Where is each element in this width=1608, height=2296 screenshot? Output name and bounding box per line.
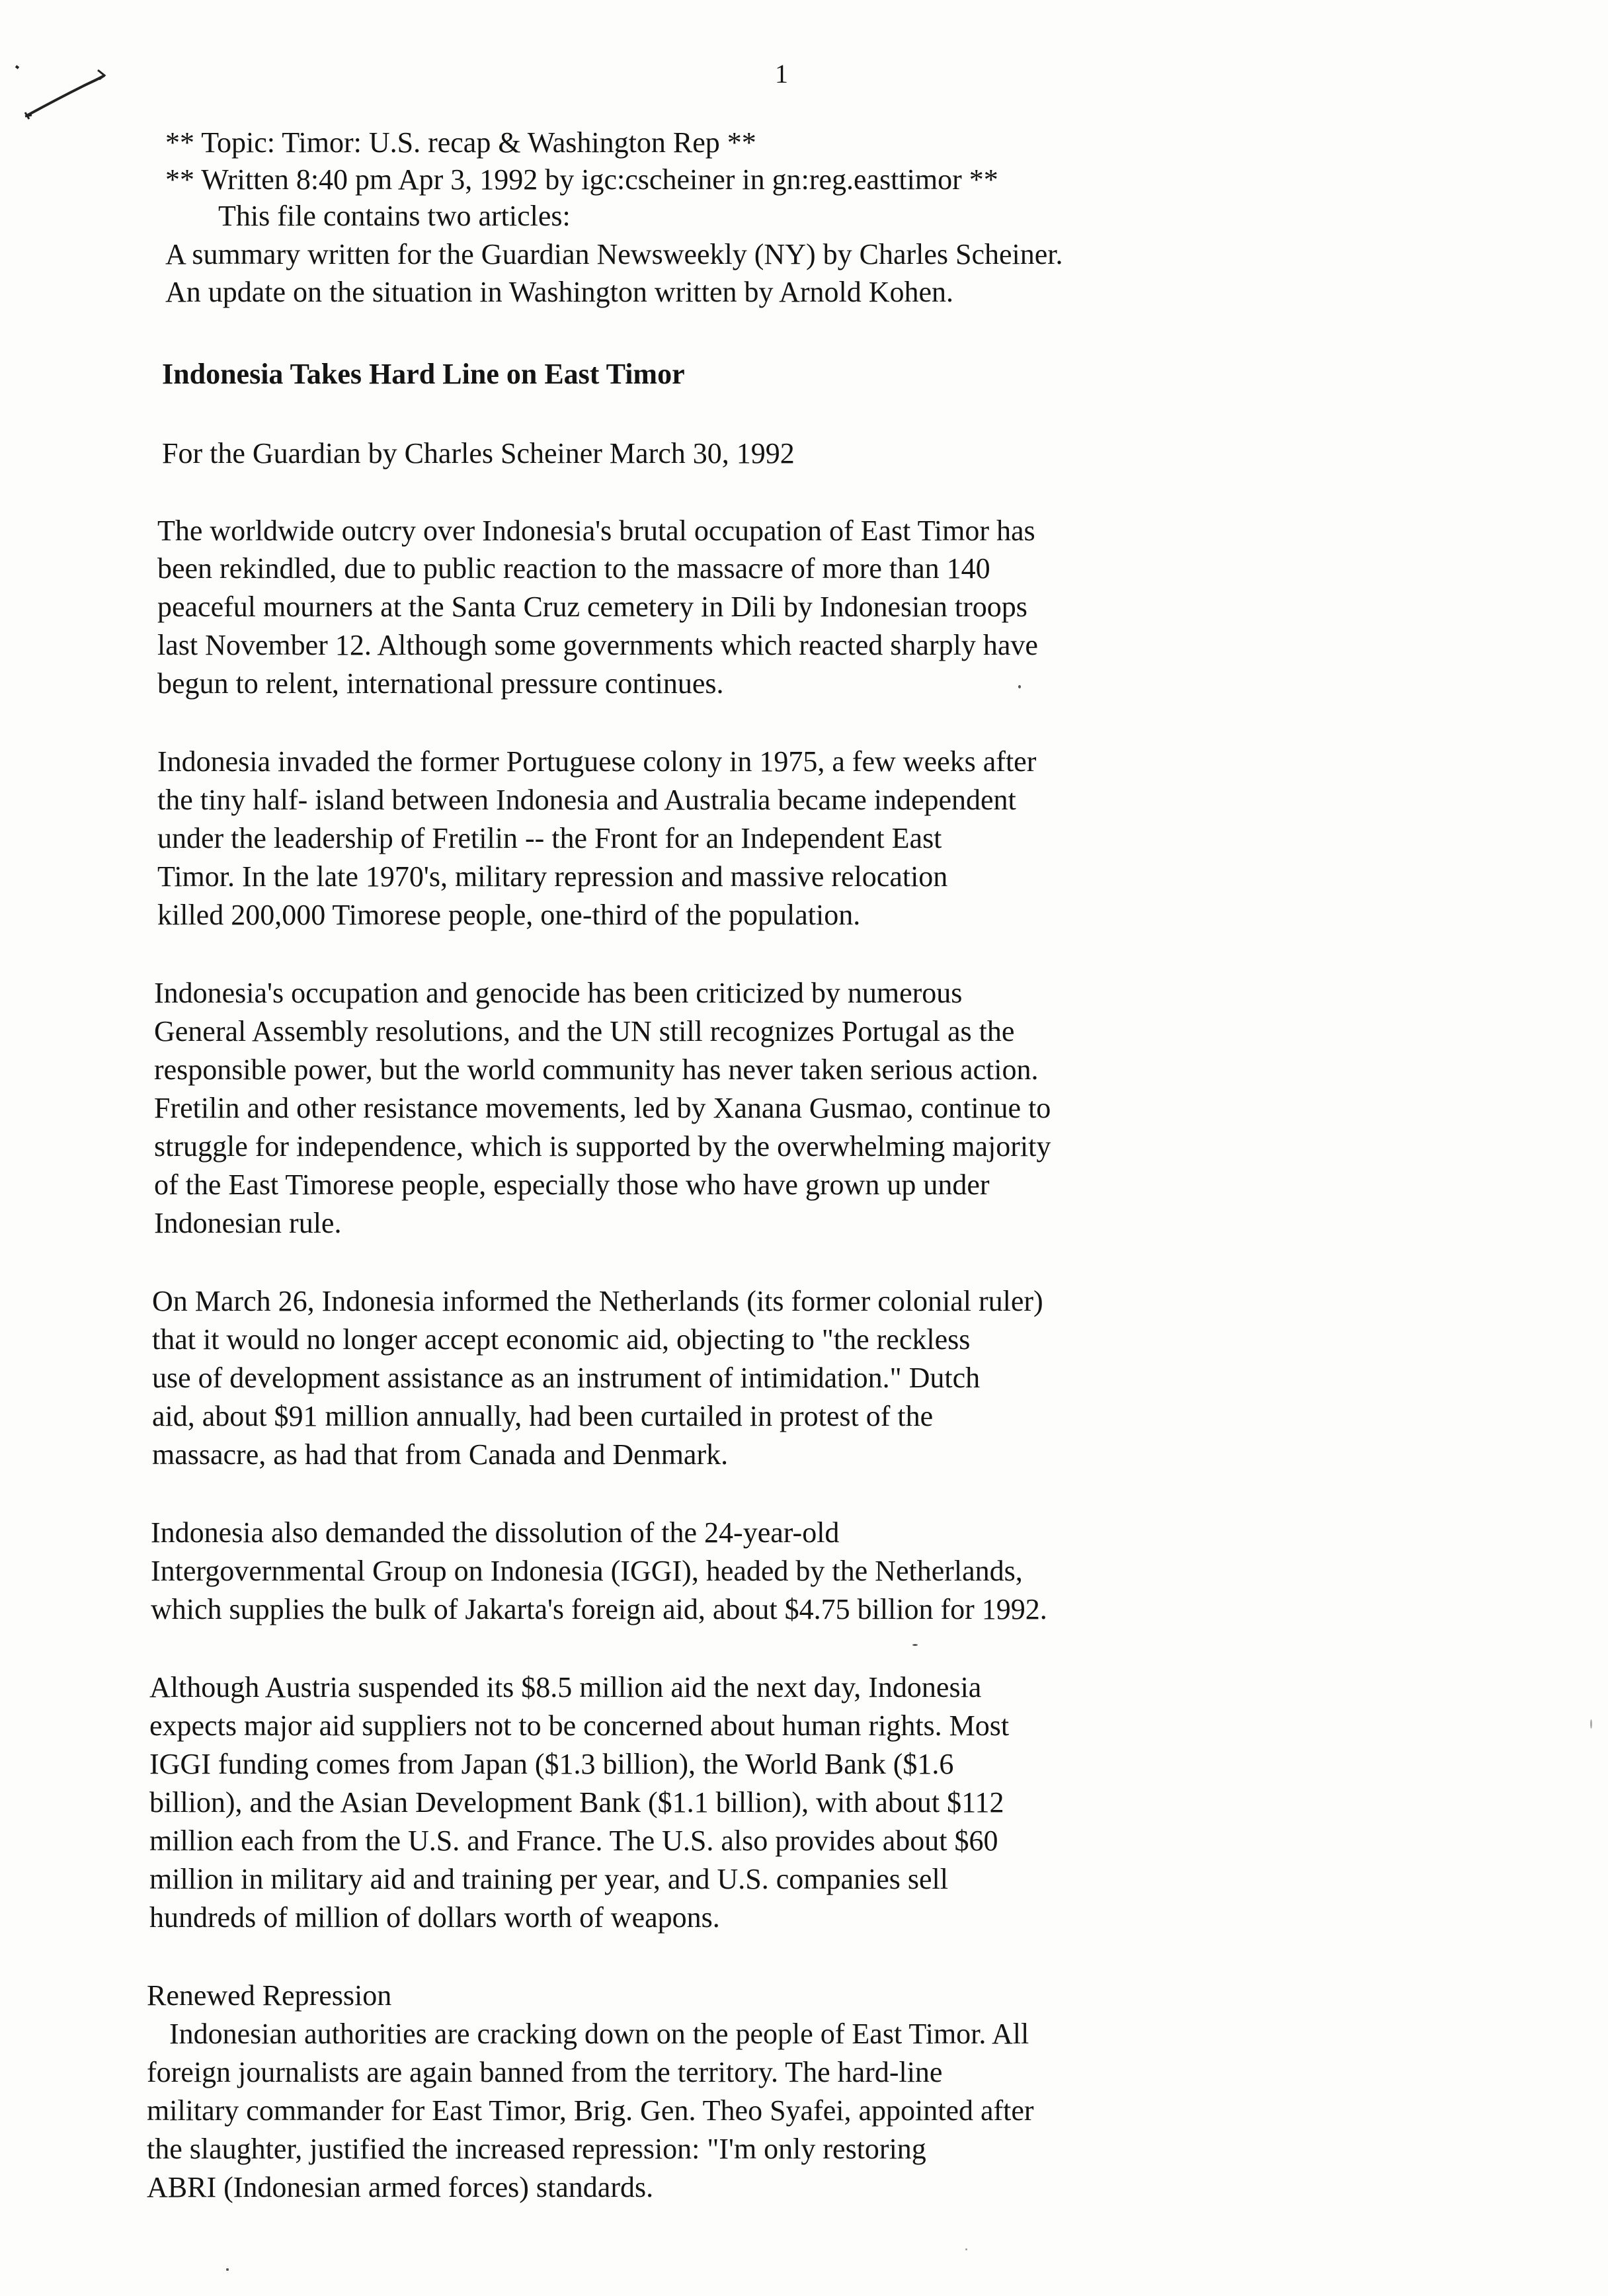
paragraph-5-line-3: which supplies the bulk of Jakarta's foreign aid, about $4.75 billion for 1992. [151, 1593, 1047, 1625]
final-paragraph-line-3: military commander for East Timor, Brig. Gen. Theo Syafei, appointed after [147, 2094, 1034, 2127]
final-paragraph-line-2: foreign journalists are again banned from the territory. The hard-line [147, 2056, 943, 2088]
paragraph-6-line-7: hundreds of million of dollars worth of weapons. [149, 1901, 720, 1934]
paragraph-3-line-5: struggle for independence, which is supported by the overwhelming majority [154, 1130, 1051, 1163]
paragraph-3-line-2: General Assembly resolutions, and the UN still recognizes Portugal as the [154, 1015, 1015, 1047]
header-update-line: An update on the situation in Washington written by Arnold Kohen. [165, 276, 954, 308]
paragraph-4-line-3: use of development assistance as an instrument of intimidation." Dutch [152, 1362, 981, 1394]
paragraph-4-line-4: aid, about $91 million annually, had been curtailed in protest of the [152, 1400, 934, 1432]
scan-speck [912, 1644, 918, 1646]
header-contains-line: This file contains two articles: [218, 200, 571, 232]
paragraph-3-line-6: of the East Timorese people, especially those who have grown up under [154, 1168, 990, 1201]
article-byline: For the Guardian by Charles Scheiner March 30, 1992 [162, 437, 795, 470]
paragraph-4-line-1: On March 26, Indonesia informed the Netherlands (its former colonial ruler) [152, 1285, 1043, 1317]
paragraph-6-line-5: million each from the U.S. and France. The U.S. also provides about $60 [149, 1824, 998, 1857]
header-topic-line: ** Topic: Timor: U.S. recap & Washington Rep ** [165, 126, 756, 159]
paragraph-3-line-7: Indonesian rule. [154, 1207, 342, 1239]
scan-speck [1018, 685, 1021, 688]
paragraph-5-line-1: Indonesia also demanded the dissolution of the 24-year-old [151, 1516, 840, 1549]
paragraph-3-line-4: Fretilin and other resistance movements, led by Xanana Gusmao, continue to [154, 1092, 1051, 1124]
section-subheading: Renewed Repression [147, 1979, 392, 2012]
final-paragraph-line-1: Indonesian authorities are cracking down on the people of East Timor. All [169, 2018, 1029, 2050]
paragraph-4-line-5: massacre, as had that from Canada and Denmark. [152, 1438, 729, 1471]
pen-mark-icon [9, 46, 115, 126]
final-paragraph-line-4: the slaughter, justified the increased repression: "I'm only restoring [147, 2133, 926, 2165]
paragraph-1-line-4: last November 12. Although some governments which reacted sharply have [157, 629, 1038, 661]
paragraph-2-line-5: killed 200,000 Timorese people, one-third of the population. [157, 899, 861, 931]
paragraph-4-line-2: that it would no longer accept economic aid, objecting to "the reckless [152, 1323, 971, 1356]
paragraph-1-line-2: been rekindled, due to public reaction to the massacre of more than 140 [157, 552, 990, 585]
paragraph-5-line-2: Intergovernmental Group on Indonesia (IGGI), headed by the Netherlands, [151, 1555, 1023, 1587]
paragraph-2-line-2: the tiny half- island between Indonesia and Australia became independent [157, 784, 1016, 816]
paragraph-1-line-1: The worldwide outcry over Indonesia's brutal occupation of East Timor has [157, 514, 1035, 547]
paragraph-3-line-3: responsible power, but the world community has never taken serious action. [154, 1053, 1039, 1086]
scan-speck [1590, 1719, 1592, 1729]
paragraph-2-line-1: Indonesia invaded the former Portuguese colony in 1975, a few weeks after [157, 745, 1037, 778]
paragraph-6-line-6: million in military aid and training per year, and U.S. companies sell [149, 1863, 948, 1895]
paragraph-6-line-3: IGGI funding comes from Japan ($1.3 billion), the World Bank ($1.6 [149, 1748, 954, 1780]
header-written-line: ** Written 8:40 pm Apr 3, 1992 by igc:cscheiner in gn:reg.easttimor ** [165, 163, 998, 196]
scan-speck [226, 2268, 229, 2271]
paragraph-6-line-1: Although Austria suspended its $8.5 million aid the next day, Indonesia [149, 1671, 982, 1703]
header-summary-line: A summary written for the Guardian Newsweekly (NY) by Charles Scheiner. [165, 238, 1063, 270]
paragraph-2-line-4: Timor. In the late 1970's, military repression and massive relocation [157, 860, 948, 893]
paragraph-1-line-5: begun to relent, international pressure continues. [157, 667, 724, 700]
paragraph-2-line-3: under the leadership of Fretilin -- the Front for an Independent East [157, 822, 942, 854]
paragraph-3-line-1: Indonesia's occupation and genocide has been criticized by numerous [154, 977, 963, 1009]
paragraph-6-line-2: expects major aid suppliers not to be concerned about human rights. Most [149, 1709, 1010, 1742]
paragraph-1-line-3: peaceful mourners at the Santa Cruz cemetery in Dili by Indonesian troops [157, 591, 1027, 623]
scan-speck [965, 2248, 967, 2250]
final-paragraph-line-5: ABRI (Indonesian armed forces) standards. [147, 2171, 654, 2203]
article-title: Indonesia Takes Hard Line on East Timor [162, 358, 685, 390]
paragraph-6-line-4: billion), and the Asian Development Bank ($1.1 billion), with about $112 [149, 1786, 1004, 1819]
page-number: 1 [775, 59, 788, 89]
